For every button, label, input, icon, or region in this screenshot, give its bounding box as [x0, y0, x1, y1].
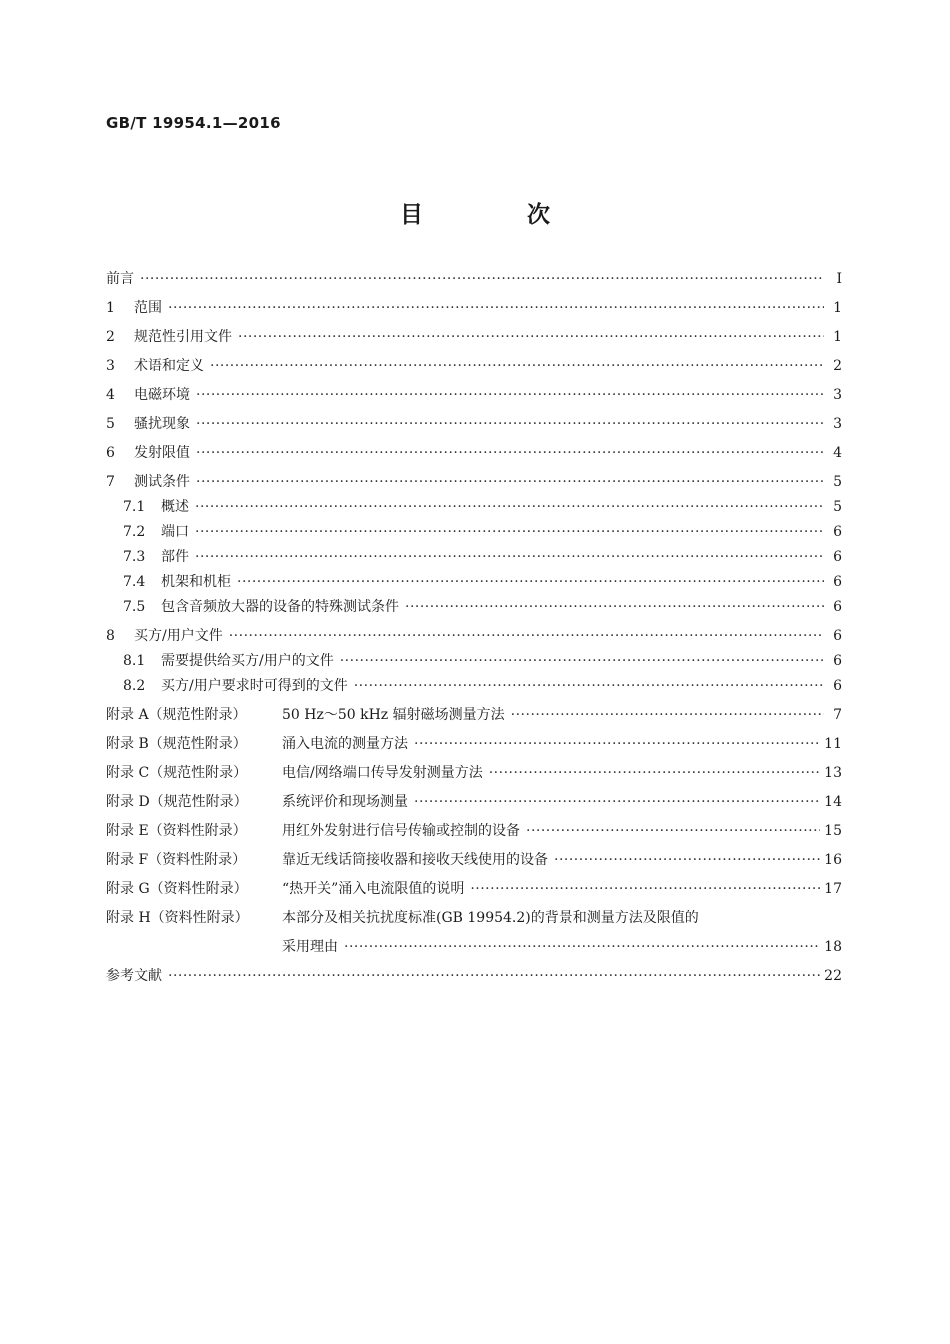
leader-dots [229, 627, 824, 645]
toc-entry-label: 本部分及相关抗扰度标准(GB 19954.2)的背景和测量方法及限值的 [282, 910, 699, 926]
toc-entry-8[interactable] [106, 627, 842, 645]
toc-entry-number: 7.4 [123, 574, 146, 590]
toc-entry-page: 15 [824, 823, 842, 839]
toc-entry-label: 概述 [161, 499, 189, 515]
toc-entry-page: 6 [833, 678, 842, 694]
toc-entry-page: 6 [833, 653, 842, 669]
toc-entry-number: 6 [106, 445, 115, 461]
leader-dots [414, 735, 820, 753]
leader-dots [210, 357, 824, 375]
toc-entry-label: 测试条件 [134, 474, 190, 490]
toc-entry-number: 2 [106, 329, 115, 345]
toc-entry-page: 6 [833, 574, 842, 590]
leader-dots [196, 386, 824, 404]
leader-dots [489, 764, 820, 782]
toc-entry-page: 3 [833, 387, 842, 403]
toc-entry-page: 6 [833, 628, 842, 644]
toc-entry-number: 5 [106, 416, 115, 432]
leader-dots [195, 548, 824, 566]
toc-entry-page: 1 [833, 329, 842, 345]
toc-entry-label: 需要提供给买方/用户的文件 [161, 653, 334, 669]
annex-designation: 附录 C（规范性附录） [106, 765, 248, 781]
toc-entry-number: 7.5 [123, 599, 146, 615]
toc-entry-annex-d[interactable] [106, 793, 842, 811]
toc-entry-annex-h-line2 [106, 938, 842, 956]
toc-entry-annex-a[interactable] [106, 706, 842, 724]
leader-dots [554, 851, 820, 869]
toc-entry-3[interactable] [106, 357, 842, 375]
toc-entry-7[interactable] [106, 473, 842, 491]
toc-entry-number: 7.3 [123, 549, 146, 565]
annex-designation: 附录 E（资料性附录） [106, 823, 247, 839]
toc-entry-label: “热开关”涌入电流限值的说明 [282, 881, 465, 897]
toc-entry-page: 4 [833, 445, 842, 461]
toc-entry-label: 电磁环境 [134, 387, 190, 403]
leader-dots [196, 415, 824, 433]
toc-entry-number: 8.1 [123, 653, 146, 669]
toc-entry-page: 13 [824, 765, 842, 781]
toc-entry-label: 端口 [161, 524, 189, 540]
toc-entry-page: 3 [833, 416, 842, 432]
leader-dots [238, 328, 824, 346]
toc-entry-page: 17 [824, 881, 842, 897]
toc-entry-page: 7 [833, 707, 842, 723]
toc-entry-label: 电信/网络端口传导发射测量方法 [282, 765, 483, 781]
leader-dots [470, 880, 820, 898]
leader-dots [195, 523, 824, 541]
toc-entry-number: 7 [106, 474, 115, 490]
leader-dots [237, 573, 824, 591]
toc-entry-number: 4 [106, 387, 115, 403]
leader-dots [196, 444, 824, 462]
toc-entry-label: 涌入电流的测量方法 [282, 736, 408, 752]
toc-entry-annex-h-line1 [106, 909, 842, 927]
toc-entry-label: 发射限值 [134, 445, 190, 461]
toc-entry-page: 11 [824, 736, 842, 752]
toc-entry-label: 买方/用户要求时可得到的文件 [161, 678, 348, 694]
leader-dots [414, 793, 820, 811]
annex-designation: 附录 B（规范性附录） [106, 736, 247, 752]
toc-entry-label: 靠近无线话筒接收器和接收天线使用的设备 [282, 852, 548, 868]
toc-entry-page: 6 [833, 524, 842, 540]
toc-entry-annex-e[interactable] [106, 822, 842, 840]
leader-dots [344, 938, 820, 956]
toc-entry-number: 8.2 [123, 678, 146, 694]
toc-entry-label: 50 Hz～50 kHz 辐射磁场测量方法 [282, 707, 505, 723]
toc-entry-page: 6 [833, 599, 842, 615]
toc-entry-page: 22 [824, 968, 842, 984]
toc-entry-label: 参考文献 [106, 968, 162, 984]
table-of-contents [106, 270, 842, 985]
leader-dots [196, 473, 824, 491]
toc-entry-annex-f[interactable] [106, 851, 842, 869]
toc-entry-number: 7.1 [123, 499, 146, 515]
leader-dots [511, 706, 824, 724]
toc-entry-annex-h[interactable] [106, 909, 842, 956]
standard-code: GB/T 19954.1—2016 [106, 114, 281, 132]
toc-entry-7-5[interactable] [106, 598, 842, 616]
toc-entry-foreword[interactable] [106, 270, 842, 288]
toc-entry-annex-b[interactable] [106, 735, 842, 753]
toc-entry-label: 范围 [134, 300, 162, 316]
toc-entry-label: 用红外发射进行信号传输或控制的设备 [282, 823, 520, 839]
toc-entry-number: 8 [106, 628, 115, 644]
toc-entry-7-2[interactable] [106, 523, 842, 541]
toc-entry-page: 2 [833, 358, 842, 374]
toc-entry-7-1[interactable] [106, 498, 842, 516]
toc-entry-page: 6 [833, 549, 842, 565]
toc-entry-label: 骚扰现象 [134, 416, 190, 432]
page-title: 目 次 [399, 202, 598, 228]
toc-entry-4[interactable] [106, 386, 842, 404]
toc-entry-page: 18 [824, 939, 842, 955]
toc-entry-number: 1 [106, 300, 115, 316]
toc-entry-page: 5 [833, 499, 842, 515]
leader-dots [168, 299, 824, 317]
toc-entry-page: 5 [833, 474, 842, 490]
leader-dots [140, 270, 824, 288]
toc-entry-page: 16 [824, 852, 842, 868]
toc-entry-annex-g[interactable] [106, 880, 842, 898]
leader-dots [195, 498, 824, 516]
annex-designation: 附录 G（资料性附录） [106, 881, 248, 897]
leader-dots [340, 652, 824, 670]
leader-dots [168, 967, 820, 985]
annex-designation: 附录 H（资料性附录） [106, 910, 249, 926]
annex-designation: 附录 D（规范性附录） [106, 794, 248, 810]
toc-entry-6[interactable] [106, 444, 842, 462]
toc-entry-2[interactable] [106, 328, 842, 346]
leader-dots [526, 822, 820, 840]
toc-entry-label: 买方/用户文件 [134, 628, 223, 644]
toc-entry-label-continued: 采用理由 [282, 939, 338, 955]
leader-dots [405, 598, 824, 616]
toc-entry-8-1[interactable] [106, 652, 842, 670]
annex-designation: 附录 A（规范性附录） [106, 707, 247, 723]
toc-entry-1[interactable] [106, 299, 842, 317]
toc-entry-label: 术语和定义 [134, 358, 204, 374]
toc-entry-5[interactable] [106, 415, 842, 433]
toc-entry-page: 1 [833, 300, 842, 316]
toc-entry-7-3[interactable] [106, 548, 842, 566]
toc-entry-number: 7.2 [123, 524, 146, 540]
toc-entry-8-2[interactable] [106, 677, 842, 695]
toc-entry-annex-c[interactable] [106, 764, 842, 782]
toc-entry-label: 机架和机柜 [161, 574, 231, 590]
toc-entry-label: 包含音频放大器的设备的特殊测试条件 [161, 599, 399, 615]
toc-entry-7-4[interactable] [106, 573, 842, 591]
toc-entry-label: 前言 [106, 271, 134, 287]
toc-entry-label: 系统评价和现场测量 [282, 794, 408, 810]
leader-dots [354, 677, 824, 695]
toc-entry-number: 3 [106, 358, 115, 374]
toc-entry-page: 14 [824, 794, 842, 810]
toc-entry-label: 规范性引用文件 [134, 329, 232, 345]
toc-entry-bibliography[interactable] [106, 967, 842, 985]
toc-entry-page: Ⅰ [836, 271, 842, 287]
toc-entry-label: 部件 [161, 549, 189, 565]
annex-designation: 附录 F（资料性附录） [106, 852, 247, 868]
